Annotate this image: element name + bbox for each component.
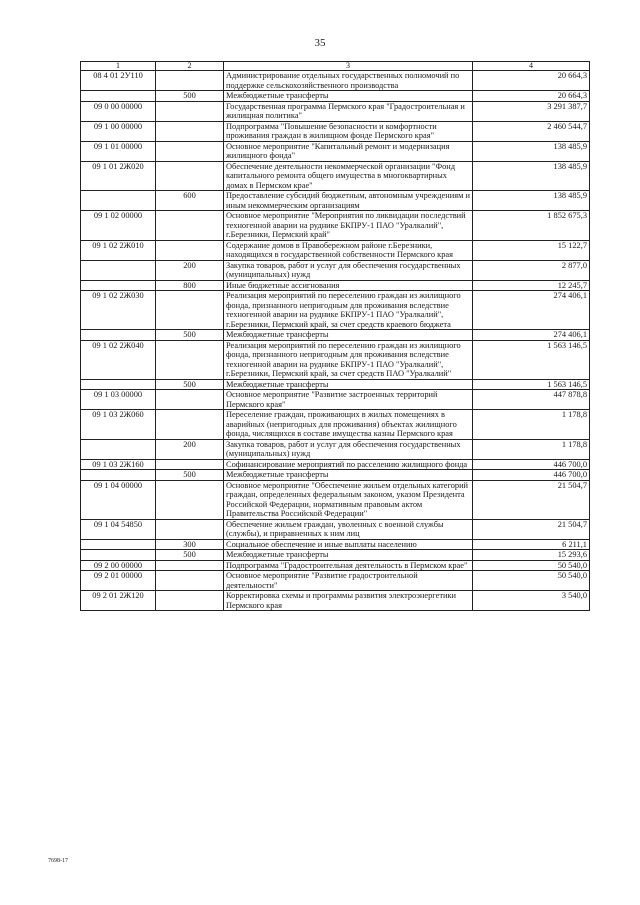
code-cell: 09 1 03 2Ж060 [81, 410, 156, 440]
code-cell [81, 330, 156, 341]
code-cell [81, 379, 156, 390]
amount-cell: 274 406,1 [473, 291, 590, 330]
header-col-3: 3 [224, 62, 473, 71]
code-cell: 09 1 02 2Ж040 [81, 340, 156, 379]
code-cell: 08 4 01 2У110 [81, 71, 156, 91]
name-cell: Корректировка схемы и программы развития электроэнергетики Пермского края [224, 591, 473, 611]
code-cell [81, 191, 156, 211]
code-cell: 09 2 01 2Ж120 [81, 591, 156, 611]
type-cell [156, 480, 224, 519]
amount-cell: 138 485,9 [473, 191, 590, 211]
type-cell: 500 [156, 470, 224, 481]
table-row [81, 240, 590, 260]
amount-cell: 21 504,7 [473, 519, 590, 539]
type-cell [156, 459, 224, 470]
header-row [81, 62, 590, 71]
table-row [81, 571, 590, 591]
table-row [81, 141, 590, 161]
code-cell [81, 550, 156, 561]
name-cell: Обеспечение жильем граждан, уволенных с военной службы (службы), и приравненных к ним лиц [224, 519, 473, 539]
table-row [81, 410, 590, 440]
type-cell: 500 [156, 379, 224, 390]
code-cell: 09 1 01 2Ж020 [81, 161, 156, 191]
type-cell: 500 [156, 91, 224, 102]
type-cell [156, 591, 224, 611]
table-row [81, 211, 590, 241]
table-row [81, 550, 590, 561]
code-cell: 09 0 00 00000 [81, 101, 156, 121]
amount-cell: 20 664,3 [473, 71, 590, 91]
table-row [81, 91, 590, 102]
name-cell: Закупка товаров, работ и услуг для обеспечения государственных (муниципальных) нужд [224, 439, 473, 459]
table-row [81, 439, 590, 459]
table-row [81, 379, 590, 390]
name-cell: Обеспечение деятельности некоммерческой организации "Фонд капитального ремонта общего имущества в многоквартирных домах в Пермском крае" [224, 161, 473, 191]
amount-cell: 1 563 146,5 [473, 340, 590, 379]
name-cell: Содержание домов в Правобережном районе г.Березники, находящихся в государственной собственности Пермского края [224, 240, 473, 260]
amount-cell: 446 700,0 [473, 459, 590, 470]
type-cell [156, 141, 224, 161]
code-cell [81, 91, 156, 102]
type-cell: 600 [156, 191, 224, 211]
amount-cell: 446 700,0 [473, 470, 590, 481]
amount-cell: 15 122,7 [473, 240, 590, 260]
amount-cell: 2 877,0 [473, 260, 590, 280]
amount-cell: 1 852 675,3 [473, 211, 590, 241]
table-row [81, 519, 590, 539]
type-cell [156, 340, 224, 379]
name-cell: Переселение граждан, проживающих в жилых помещениях в аварийных (непригодных для проживания) объектах жилищного фонда, числящихся в составе имущества казны Пермского края [224, 410, 473, 440]
header-col-2: 2 [156, 62, 224, 71]
type-cell [156, 571, 224, 591]
type-cell [156, 211, 224, 241]
amount-cell: 50 540,0 [473, 560, 590, 571]
type-cell: 200 [156, 439, 224, 459]
name-cell: Межбюджетные трансферты [224, 330, 473, 341]
type-cell [156, 519, 224, 539]
name-cell: Предоставление субсидий бюджетным, автономным учреждениям и иным некоммерческим организациям [224, 191, 473, 211]
type-cell: 200 [156, 260, 224, 280]
code-cell [81, 539, 156, 550]
table-row [81, 340, 590, 379]
amount-cell: 2 460 544,7 [473, 121, 590, 141]
header-col-4: 4 [473, 62, 590, 71]
footer-code: 7698-17 [48, 858, 68, 864]
type-cell: 500 [156, 330, 224, 341]
code-cell: 09 1 02 2Ж030 [81, 291, 156, 330]
table-row [81, 280, 590, 291]
amount-cell: 6 211,1 [473, 539, 590, 550]
table-row [81, 591, 590, 611]
code-cell: 09 1 02 00000 [81, 211, 156, 241]
type-cell: 300 [156, 539, 224, 550]
code-cell [81, 470, 156, 481]
code-cell [81, 439, 156, 459]
amount-cell: 138 485,9 [473, 161, 590, 191]
name-cell: Администрирование отдельных государственных полномочий по поддержке сельскохозяйственного производства [224, 71, 473, 91]
table-row [81, 390, 590, 410]
type-cell [156, 291, 224, 330]
amount-cell: 447 878,8 [473, 390, 590, 410]
code-cell [81, 280, 156, 291]
code-cell: 09 1 02 2Ж010 [81, 240, 156, 260]
type-cell [156, 121, 224, 141]
name-cell: Реализация мероприятий по переселению граждан из жилищного фонда, признанного непригодным для проживания вследствие техногенной аварии на руднике БКПРУ-1 ПАО "Уралкалий", г.Березники, Пермский край, за счет средств краевого бюджета [224, 291, 473, 330]
amount-cell: 20 664,3 [473, 91, 590, 102]
table-row [81, 71, 590, 91]
table-row [81, 121, 590, 141]
table-body [81, 71, 590, 611]
name-cell: Межбюджетные трансферты [224, 470, 473, 481]
name-cell: Основное мероприятие "Развитие застроенных территорий Пермского края" [224, 390, 473, 410]
table-row [81, 470, 590, 481]
table-row [81, 260, 590, 280]
name-cell: Закупка товаров, работ и услуг для обеспечения государственных (муниципальных) нужд [224, 260, 473, 280]
name-cell: Иные бюджетные ассигнования [224, 280, 473, 291]
table-row [81, 330, 590, 341]
amount-cell: 138 485,9 [473, 141, 590, 161]
name-cell: Межбюджетные трансферты [224, 550, 473, 561]
type-cell [156, 101, 224, 121]
table-row [81, 161, 590, 191]
code-cell: 09 1 03 00000 [81, 390, 156, 410]
code-cell: 09 1 01 00000 [81, 141, 156, 161]
budget-table [80, 61, 590, 611]
table-row [81, 560, 590, 571]
name-cell: Основное мероприятие "Мероприятия по ликвидации последствий техногенной аварии на руднике БКПРУ-1 ПАО "Уралкалий", г.Березники, Пермский край" [224, 211, 473, 241]
amount-cell: 3 540,0 [473, 591, 590, 611]
code-cell: 09 1 00 00000 [81, 121, 156, 141]
type-cell [156, 161, 224, 191]
code-cell: 09 1 03 2Ж160 [81, 459, 156, 470]
header-col-1: 1 [81, 62, 156, 71]
page-number: 35 [314, 37, 326, 49]
name-cell: Основное мероприятие "Развитие градостроительной деятельности" [224, 571, 473, 591]
code-cell: 09 1 04 54850 [81, 519, 156, 539]
amount-cell: 50 540,0 [473, 571, 590, 591]
table-row [81, 459, 590, 470]
name-cell: Социальное обеспечение и иные выплаты населению [224, 539, 473, 550]
type-cell [156, 410, 224, 440]
table-row [81, 291, 590, 330]
name-cell: Межбюджетные трансферты [224, 91, 473, 102]
type-cell: 500 [156, 550, 224, 561]
table-row [81, 539, 590, 550]
code-cell: 09 2 01 00000 [81, 571, 156, 591]
amount-cell: 1 178,8 [473, 439, 590, 459]
table-row [81, 480, 590, 519]
code-cell: 09 1 04 00000 [81, 480, 156, 519]
name-cell: Основное мероприятие "Обеспечение жильем отдельных категорий граждан, определенных федеральным законом, указом Президента Российской Федерации, нормативным правовым актом Правительства Российской Федерации" [224, 480, 473, 519]
name-cell: Межбюджетные трансферты [224, 379, 473, 390]
code-cell [81, 260, 156, 280]
amount-cell: 1 178,8 [473, 410, 590, 440]
name-cell: Софинансирование мероприятий по расселению жилищного фонда [224, 459, 473, 470]
table-row [81, 101, 590, 121]
name-cell: Реализация мероприятий по переселению граждан из жилищного фонда, признанного непригодным для проживания вследствие техногенной аварии на руднике БКПРУ-1 ПАО "Уралкалий", г.Березники, Пермский край, за счет средств ПАО "Уралкалий" [224, 340, 473, 379]
type-cell: 800 [156, 280, 224, 291]
amount-cell: 3 291 387,7 [473, 101, 590, 121]
name-cell: Подпрограмма "Градостроительная деятельность в Пермском крае" [224, 560, 473, 571]
type-cell [156, 240, 224, 260]
name-cell: Подпрограмма "Повышение безопасности и комфортности проживания граждан в жилищном фонде Пермского края" [224, 121, 473, 141]
type-cell [156, 390, 224, 410]
amount-cell: 21 504,7 [473, 480, 590, 519]
name-cell: Основное мероприятие "Капитальный ремонт и модернизация жилищного фонда" [224, 141, 473, 161]
amount-cell: 1 563 146,5 [473, 379, 590, 390]
name-cell: Государственная программа Пермского края "Градостроительная и жилищная политика" [224, 101, 473, 121]
amount-cell: 274 406,1 [473, 330, 590, 341]
code-cell: 09 2 00 00000 [81, 560, 156, 571]
type-cell [156, 560, 224, 571]
type-cell [156, 71, 224, 91]
amount-cell: 12 245,7 [473, 280, 590, 291]
amount-cell: 15 293,6 [473, 550, 590, 561]
table-row [81, 191, 590, 211]
